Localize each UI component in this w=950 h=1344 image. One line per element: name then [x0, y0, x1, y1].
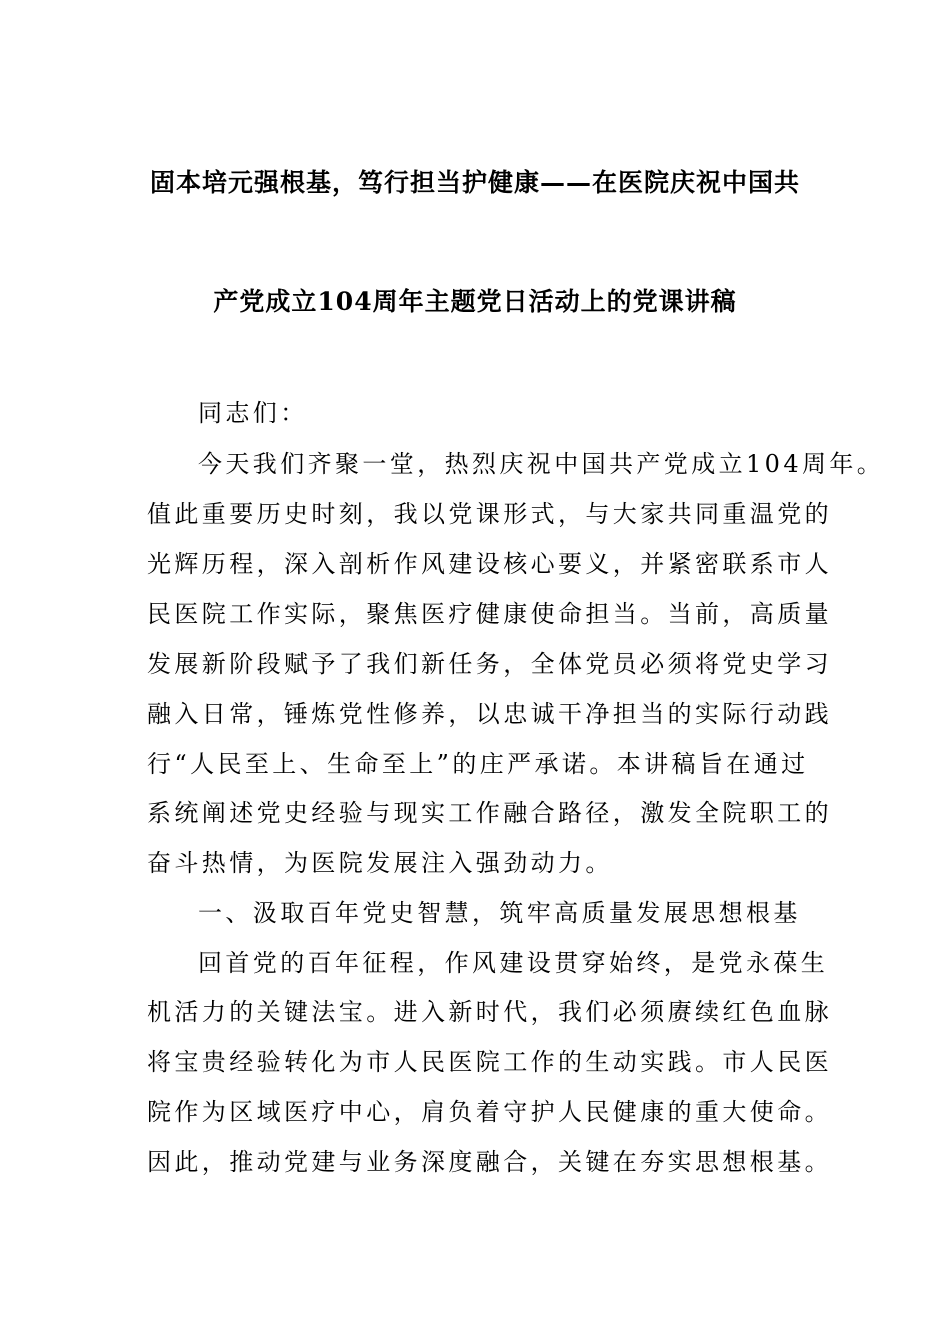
paragraph-line: 奋斗热情，为医院发展注入强劲动力。	[147, 849, 613, 877]
paragraph-line: 值此重要历史时刻，我以党课形式，与大家共同重温党的	[147, 500, 832, 528]
paragraph-line: 因此，推动党建与业务深度融合，关键在夯实思想根基。	[147, 1148, 832, 1176]
paragraph-line: 机活力的关键法宝。进入新时代，我们必须赓续红色血脉	[147, 998, 832, 1026]
paragraph-line: 行“人民至上、生命至上”的庄严承诺。本讲稿旨在通过	[147, 750, 809, 778]
paragraph-line: 回首党的百年征程，作风建设贯穿始终，是党永葆生	[198, 949, 829, 977]
salutation: 同志们：	[198, 399, 308, 427]
paragraph-line: 发展新阶段赋予了我们新任务，全体党员必须将党史学习	[147, 650, 832, 678]
paragraph-line: 今天我们齐聚一堂，热烈庆祝中国共产党成立104周年。	[198, 450, 885, 478]
section-heading: 一、汲取百年党史智慧，筑牢高质量发展思想根基	[198, 899, 801, 927]
document-title-line-1: 固本培元强根基，笃行担当护健康——在医院庆祝中国共	[149, 168, 800, 197]
paragraph-line: 民医院工作实际，聚焦医疗健康使命担当。当前，高质量	[147, 600, 832, 628]
paragraph-line: 将宝贵经验转化为市人民医院工作的生动实践。市人民医	[147, 1048, 832, 1076]
paragraph-line: 融入日常，锤炼党性修养，以忠诚干净担当的实际行动践	[147, 700, 832, 728]
paragraph-line: 院作为区域医疗中心，肩负着守护人民健康的重大使命。	[147, 1098, 832, 1126]
document-title-line-2: 产党成立104周年主题党日活动上的党课讲稿	[213, 287, 737, 316]
paragraph-line: 系统阐述党史经验与现实工作融合路径，激发全院职工的	[147, 799, 832, 827]
paragraph-line: 光辉历程，深入剖析作风建设核心要义，并紧密联系市人	[147, 550, 832, 578]
